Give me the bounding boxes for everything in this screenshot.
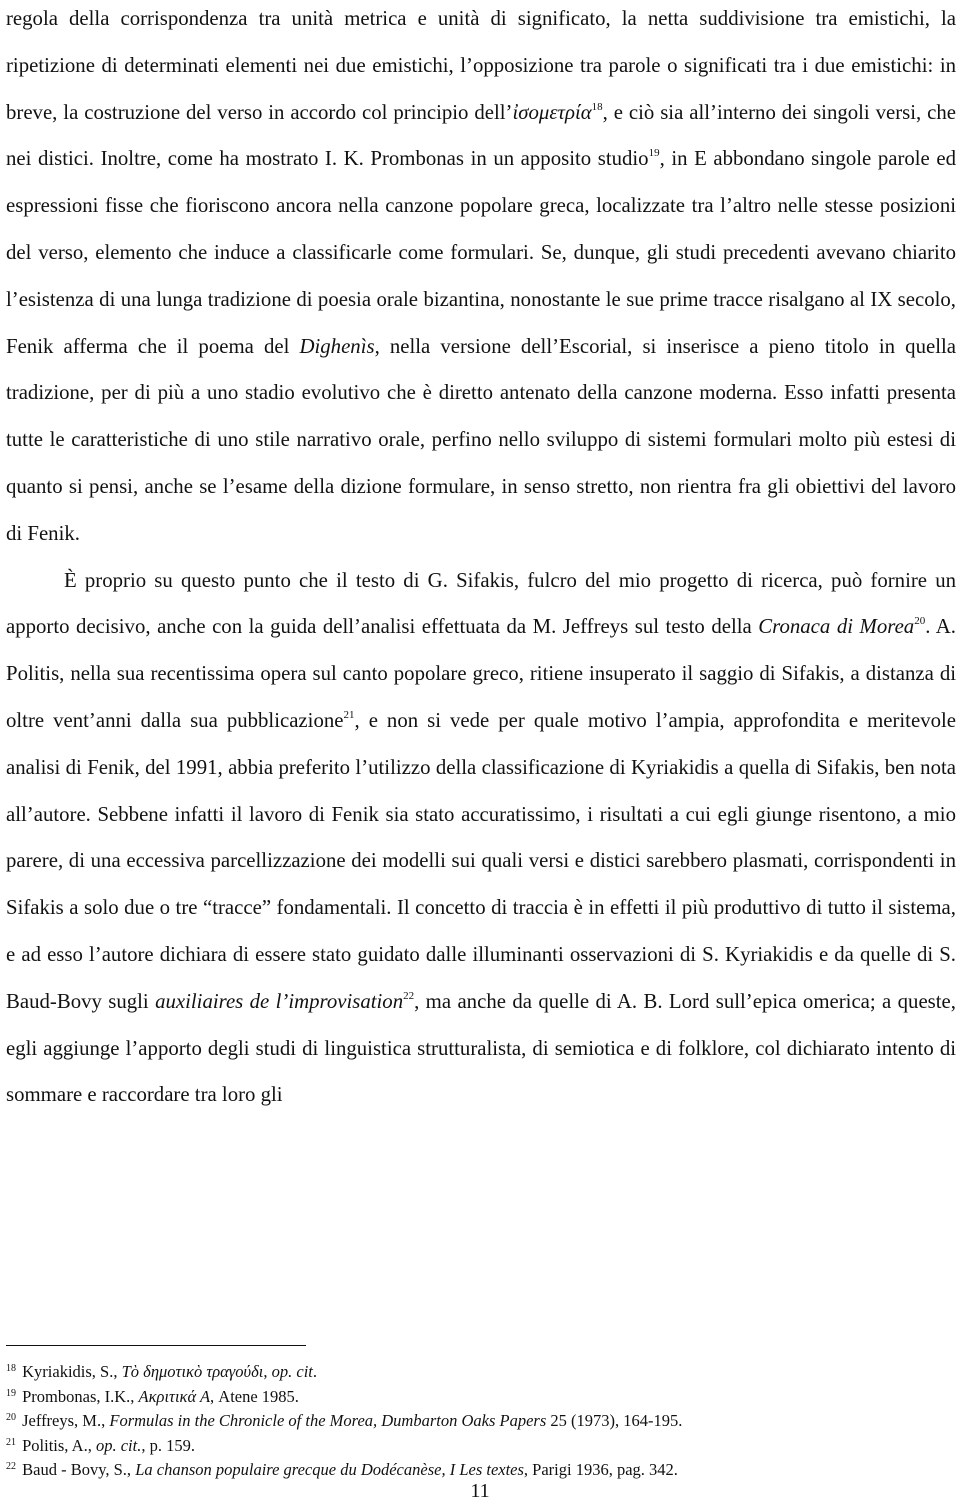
- footnote-ref-18[interactable]: 18: [591, 100, 603, 113]
- footnote-ref-21[interactable]: 21: [343, 708, 355, 721]
- greek-term: ἰσομετρία: [512, 100, 592, 124]
- footnote-separator: [6, 1345, 306, 1346]
- footnote-ref-19[interactable]: 19: [648, 147, 660, 160]
- footnote-item: $^{21}$ Politis, A., op. cit., p. 159.: [6, 1435, 195, 1455]
- footnote-ref-20[interactable]: 20: [914, 615, 926, 628]
- italic-title-dighenis: Dighenìs: [299, 334, 375, 358]
- footnote-item: $^{18}$ Kyriakidis, S., Τὸ δημοτικὸ τραγούδι, op. cit.: [6, 1362, 318, 1381]
- footnote-ref-22[interactable]: 22: [403, 989, 415, 1002]
- main-text: [6, 0, 956, 1119]
- italic-term-auxiliaires: auxiliaires de l’improvisation: [155, 989, 404, 1013]
- paragraph-2: È proprio su questo punto che il testo di G. Sifakis, fulcro del mio progetto di ricerca, può fornire un apporto decisivo, anche con la guida dell’analisi effettuata da M. Jeffreys sul testo della Cronaca di Morea$^{20}$. A. Politis, nella sua recentissima opera sul canto popolare greco, ritiene insuperato il saggio di Sifakis, a distanza di oltre vent’anni dalla sua pubblicazione$^{21}$, e non si vede per quale motivo l’ampia, approfondita e meritevole analisi di Fenik, del 1991, abbia preferito l’utilizzo della classificazione di Kyriakidis a quella di Sifakis, ben nota all’autore. Sebbene infatti il lavoro di Fenik sia stato accuratissimo, i risultati a cui egli giunge risentono, a mio parere, di una eccessiva parcellizzazione dei modelli sui quali versi e distici sarebbero plasmati, corrispondenti in Sifakis a solo due o tre “tracce” fondamentali. Il concetto di traccia è in effetti il più produttivo di tutto il sistema, e ad esso l’autore dichiara di essere stato guidato dalle illuminanti osservazioni di S. Kyriakidis e da quelle di S. Baud-Bovy sugli auxiliaires de l’improvisation$^{22}$, ma anche da quelle di A. B. Lord sull’epica omerica; a queste, egli aggiunge l’apporto degli studi di linguistica strutturalista, di semiotica e di folklore, col dichiarato intento di sommare e raccordare tra loro gli: [6, 568, 956, 1107]
- italic-title-cronaca: Cronaca di Morea: [758, 615, 915, 639]
- paragraph-1: regola della corrispondenza tra unità metrica e unità di significato, la netta suddivisione tra emistichi, la ripetizione di determinati elementi nei due emistichi, l’opposizione tra parole o significati tra i due emistichi: in breve, la costruzione del verso in accordo col principio dell’ἰσομετρία$^{18}$, e ciò sia all’interno dei singoli versi, che nei distici. Inoltre, come ha mostrato I. K. Prombonas in un apposito studio$^{19}$, in E abbondano singole parole ed espressioni fisse che fioriscono ancora nella canzone popolare greca, localizzate tra l’altro nelle stesse posizioni del verso, elemento che induce a classificarle come formulari. Se, dunque, gli studi precedenti avevano chiarito l’esistenza di una lunga tradizione di poesia orale bizantina, nonostante le sue prime tracce risalgano al IX secolo, Fenik afferma che il poema del Dighenìs, nella versione dell’Escorial, si inserisce a pieno titolo in quella tradizione, per di più a uno stadio evolutivo che è diretto antenato della canzone moderna. Esso infatti presenta tutte le caratteristiche di uno stile narrativo orale, perfino nello sviluppo di sistemi formulari molto più estesi di quanto si pensi, anche se l’esame della dizione formulare, in senso stretto, non rientra fra gli obiettivi del lavoro di Fenik.: [6, 7, 956, 545]
- page-number: 11: [470, 1480, 490, 1502]
- footnotes: [6, 1360, 956, 1483]
- footnote-item: $^{20}$ Jeffreys, M., Formulas in the Chronicle of the Morea, Dumbarton Oaks Papers 25 (1973), 164-195.: [6, 1411, 683, 1430]
- footnote-item: $^{22}$ Baud - Bovy, S., La chanson populaire grecque du Dodécanèse, I Les textes, Parigi 1936, pag. 342.: [6, 1460, 678, 1479]
- footnote-item: $^{19}$ Prombonas, I.K., Ακριτικά Α, Atene 1985.: [6, 1386, 299, 1406]
